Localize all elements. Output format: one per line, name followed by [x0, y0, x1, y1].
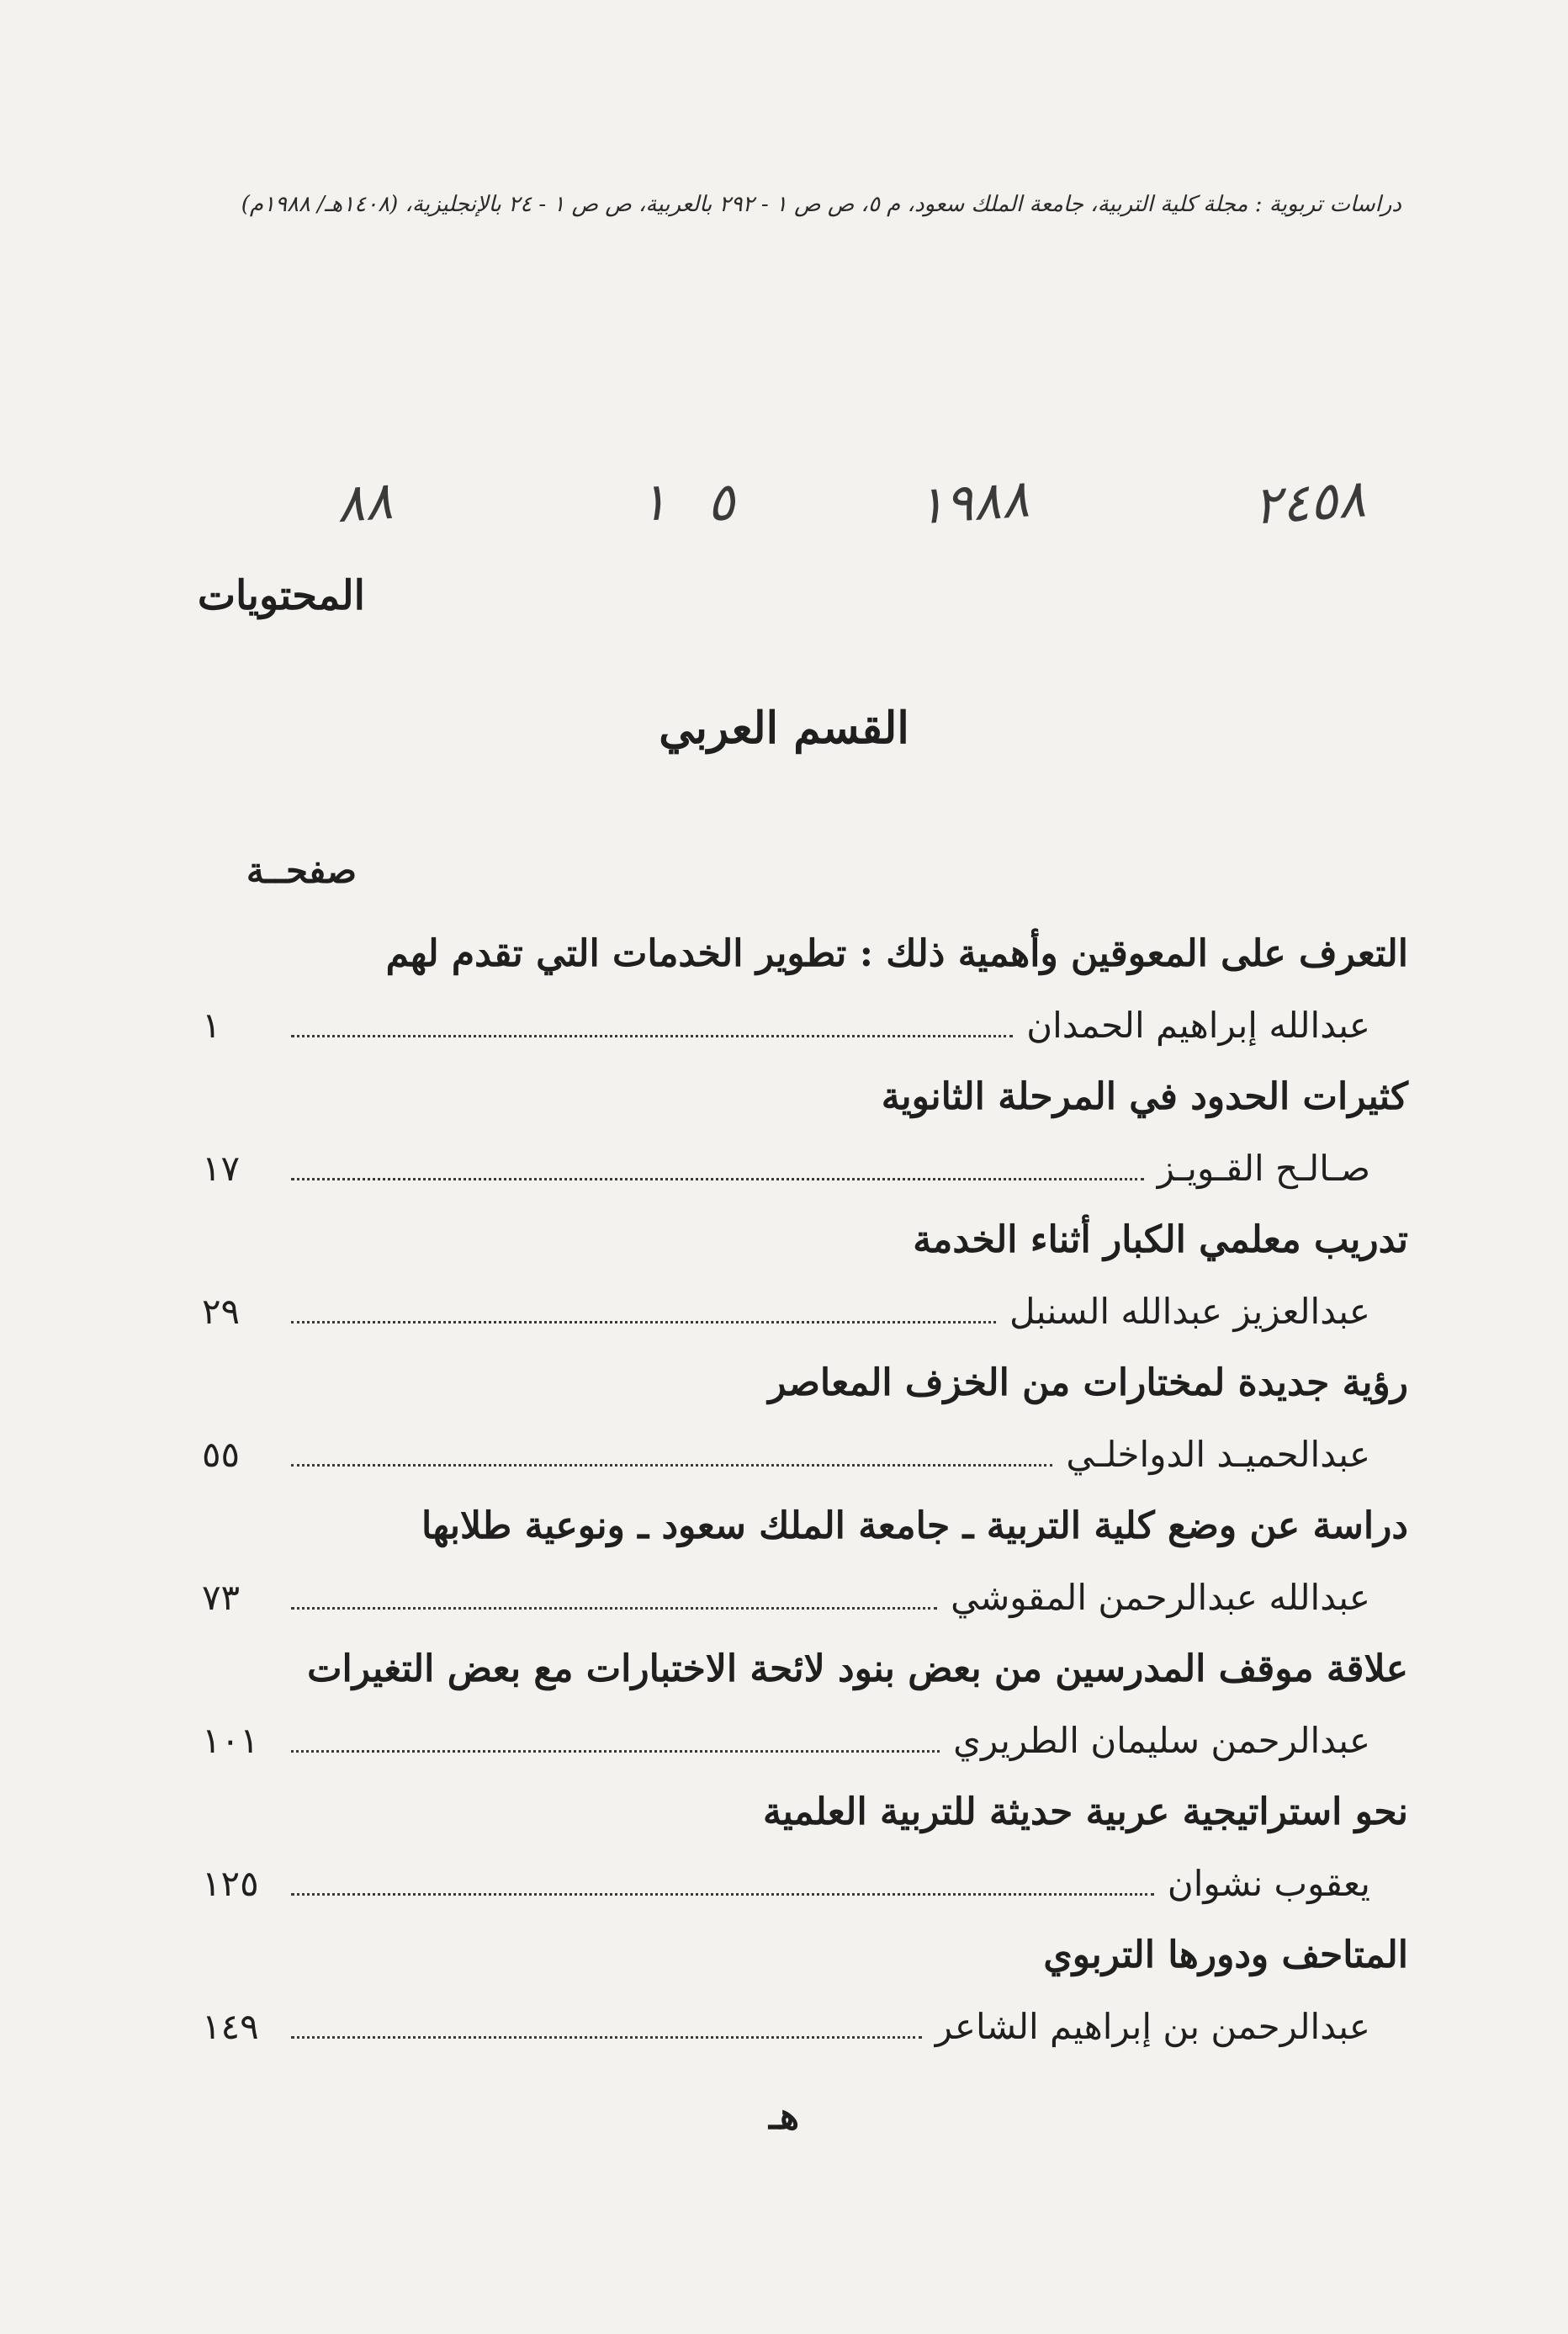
- page-number-footer: هـ: [768, 2095, 800, 2138]
- entry-author: عبدالرحمن سليمان الطريري: [953, 1720, 1370, 1761]
- dot-leader: [291, 1716, 940, 1753]
- dot-leader: [291, 1430, 1052, 1467]
- dot-leader: [291, 2002, 922, 2039]
- entry-page: ٥٥: [202, 1434, 241, 1475]
- entry-author-line: [202, 1706, 1408, 1775]
- entry-page: ١٤٩: [202, 2006, 259, 2047]
- dot-leader: [291, 1859, 1154, 1896]
- entry-title: رؤية جديدة لمختارات من الخزف المعاصر: [768, 1361, 1408, 1404]
- toc-entry: [202, 1203, 1408, 1346]
- toc-entry: [202, 1918, 1408, 2061]
- handwritten-year: ١٩٨٨: [914, 467, 1031, 537]
- entry-page: ١٢٥: [202, 1863, 259, 1904]
- toc-entry: [202, 1775, 1408, 1918]
- dot-leader: [291, 1001, 1013, 1037]
- page-column-label: صفحــة: [246, 850, 357, 891]
- entry-title: تدريب معلمي الكبار أثناء الخدمة: [913, 1218, 1408, 1261]
- entry-title: المتاحف ودورها التربوي: [1043, 1934, 1408, 1976]
- entry-author-line: [202, 991, 1408, 1060]
- entry-title: نحو استراتيجية عربية حديثة للتربية العلمية: [762, 1790, 1408, 1833]
- entry-author: عبدالحميـد الدواخلـي: [1066, 1434, 1370, 1475]
- entry-title: كثيرات الحدود في المرحلة الثانوية: [881, 1075, 1408, 1118]
- entry-author-line: [202, 1563, 1408, 1632]
- entry-page: ١٧: [202, 1148, 241, 1189]
- toc-entry: [202, 1346, 1408, 1489]
- dot-leader: [291, 1287, 996, 1323]
- dot-leader: [291, 1144, 1144, 1180]
- contents-heading: المحتويات: [197, 572, 365, 619]
- section-heading: القسم العربي: [659, 703, 909, 754]
- entry-author-line: [202, 1277, 1408, 1346]
- entry-title: التعرف على المعوقين وأهمية ذلك : تطوير الخدمات التي تقدم لهم: [385, 932, 1408, 975]
- handwritten-number: ٢٤٥٨: [1251, 467, 1368, 537]
- table-of-contents: [202, 917, 1408, 2061]
- entry-author-line: [202, 1849, 1408, 1918]
- journal-citation: دراسات تربوية : مجلة كلية التربية، جامعة الملك سعود، م ٥، ص ص ١ - ٢٩٢ بالعربية، ص ص ١ - ٢٤ بالإنجليزية، (١٤٠٨هـ/ ١٩٨٨م): [241, 192, 1401, 217]
- entry-author-line: [202, 1134, 1408, 1203]
- entry-author: يعقوب نشوان: [1167, 1863, 1370, 1904]
- entry-page: ١٠١: [202, 1720, 259, 1761]
- entry-author: صـالـح القـويـز: [1157, 1148, 1370, 1189]
- toc-entry: [202, 1060, 1408, 1203]
- dot-leader: [291, 1573, 937, 1610]
- entry-author-line: [202, 1992, 1408, 2061]
- entry-title: علاقة موقف المدرسين من بعض بنود لائحة الاختبارات مع بعض التغيرات: [307, 1647, 1408, 1690]
- toc-entry: [202, 1632, 1408, 1775]
- handwritten-volume: ٥: [704, 469, 737, 534]
- entry-author-line: [202, 1420, 1408, 1489]
- handwritten-code: ٨٨: [334, 469, 395, 535]
- entry-author: عبدالرحمن بن إبراهيم الشاعر: [935, 2006, 1370, 2047]
- entry-page: ٧٣: [202, 1577, 241, 1618]
- toc-entry: [202, 917, 1408, 1060]
- entry-author: عبدالله عبدالرحمن المقوشي: [951, 1577, 1370, 1618]
- entry-title: دراسة عن وضع كلية التربية ـ جامعة الملك سعود ـ ونوعية طلابها: [421, 1504, 1408, 1547]
- entry-page: ٢٩: [202, 1291, 241, 1332]
- entry-author: عبدالعزيز عبدالله السنبل: [1009, 1291, 1370, 1332]
- handwritten-issue: ١: [637, 469, 670, 534]
- entry-author: عبدالله إبراهيم الحمدان: [1026, 1005, 1370, 1046]
- entry-page: ١: [202, 1005, 221, 1046]
- toc-entry: [202, 1489, 1408, 1632]
